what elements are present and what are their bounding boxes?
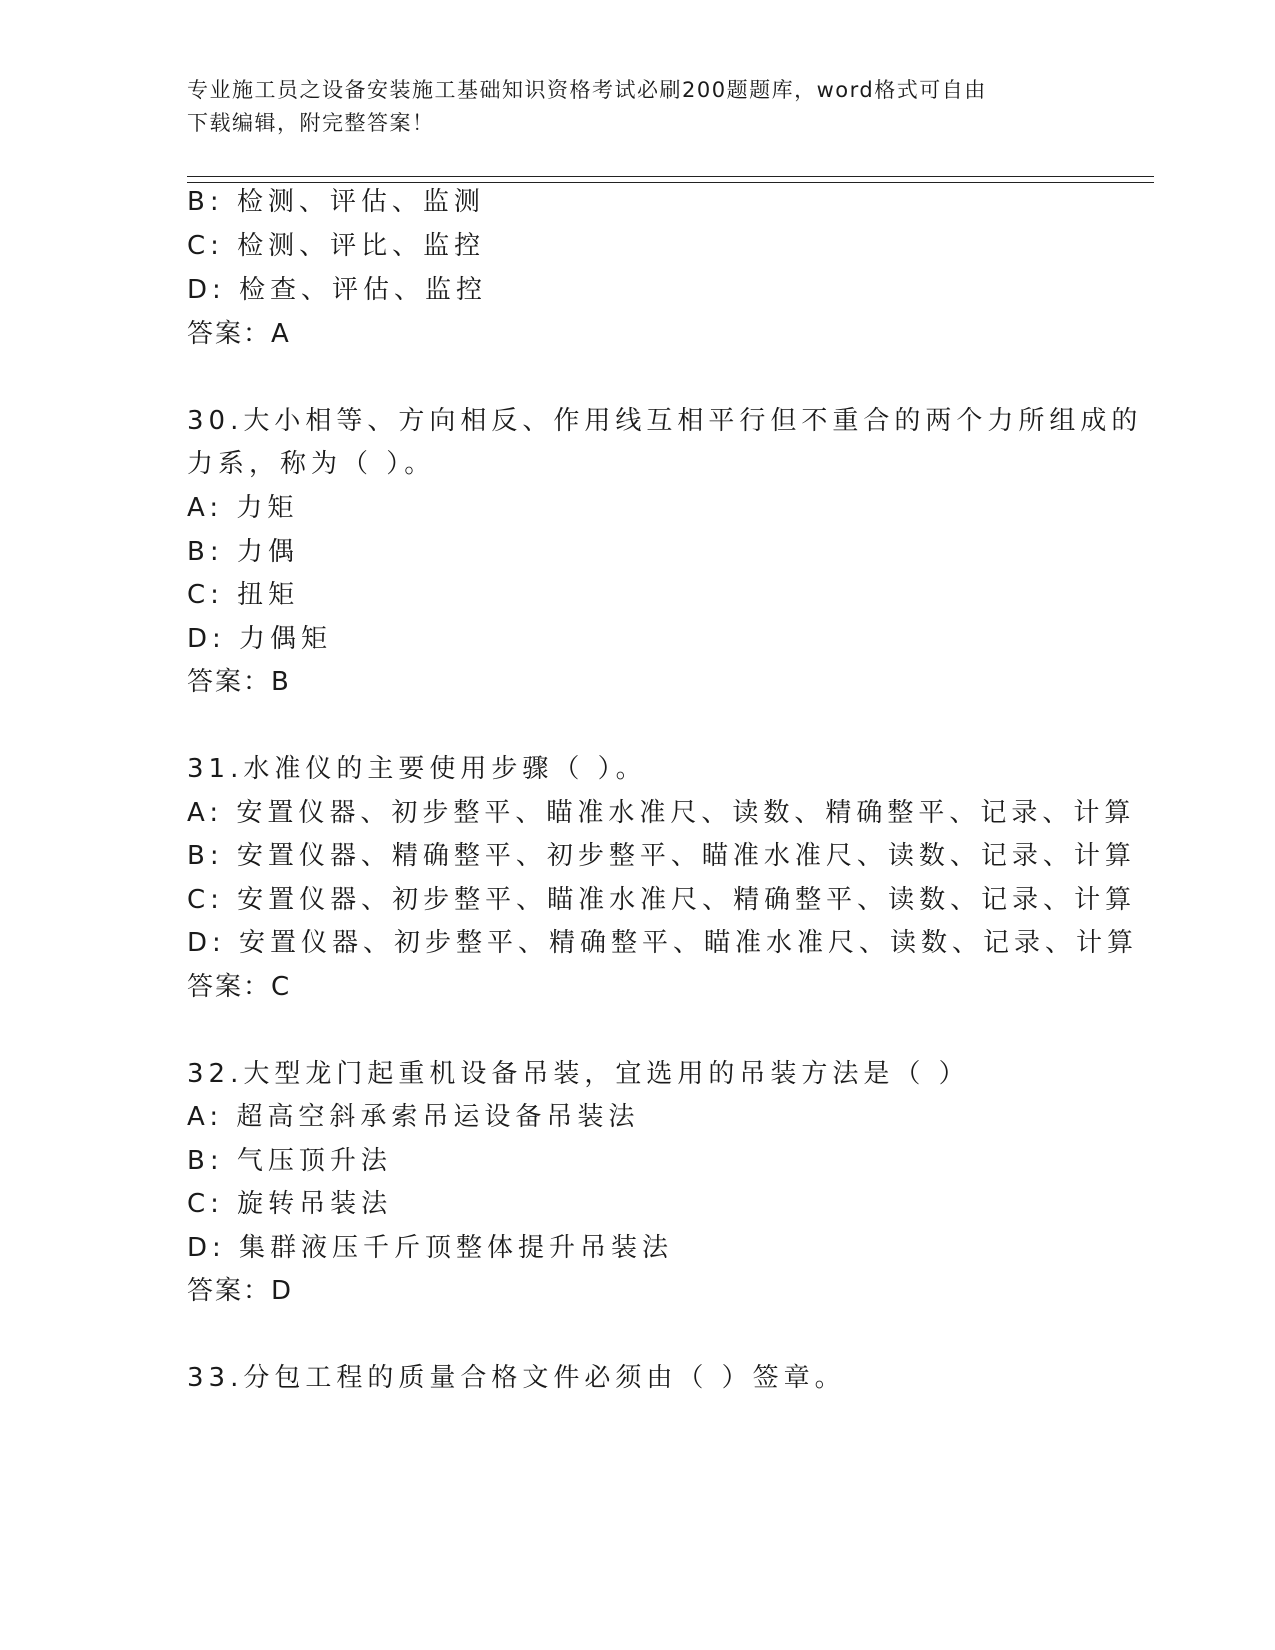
header-line-1: 专业施工员之设备安装施工基础知识资格考试必刷200题题库，word格式可自由 bbox=[187, 78, 987, 102]
q32-option-b: B: 气压顶升法 bbox=[187, 1146, 392, 1176]
q30-option-c: C: 扭矩 bbox=[187, 580, 300, 610]
q30-stem-line-2: 力系，称为（ ）。 bbox=[187, 449, 436, 479]
q31-option-d: D: 安置仪器、初步整平、精确整平、瞄准水准尺、读数、记录、计算 bbox=[187, 928, 1139, 958]
q32-answer: 答案：D bbox=[187, 1276, 294, 1306]
header-line-2: 下载编辑，附完整答案！ bbox=[187, 111, 435, 135]
q32-option-a: A: 超高空斜承索吊运设备吊装法 bbox=[187, 1102, 640, 1132]
q31-option-c: C: 安置仪器、初步整平、瞄准水准尺、精确整平、读数、记录、计算 bbox=[187, 885, 1137, 915]
q29-option-c: C: 检测、评比、监控 bbox=[187, 231, 486, 261]
q30-option-b: B: 力偶 bbox=[187, 537, 299, 567]
q30-option-d: D: 力偶矩 bbox=[187, 624, 333, 654]
q31-stem: 31.水准仪的主要使用步骤（ ）。 bbox=[187, 754, 647, 784]
q30-option-a: A: 力矩 bbox=[187, 493, 299, 523]
q30-answer: 答案：B bbox=[187, 667, 291, 697]
document-header bbox=[187, 74, 1087, 140]
q32-option-d: D: 集群液压千斤顶整体提升吊装法 bbox=[187, 1233, 674, 1263]
q29-option-b: B: 检测、评估、监测 bbox=[187, 187, 485, 217]
q32-option-c: C: 旋转吊装法 bbox=[187, 1189, 393, 1219]
header-divider-bottom bbox=[187, 182, 1154, 183]
q31-option-b: B: 安置仪器、精确整平、初步整平、瞄准水准尺、读数、记录、计算 bbox=[187, 841, 1136, 871]
q33-stem: 33.分包工程的质量合格文件必须由（ ）签章。 bbox=[187, 1363, 846, 1393]
q31-option-a: A: 安置仪器、初步整平、瞄准水准尺、读数、精确整平、记录、计算 bbox=[187, 798, 1136, 828]
q32-stem: 32.大型龙门起重机设备吊装，宜选用的吊装方法是（ ） bbox=[187, 1059, 970, 1089]
header-divider-top bbox=[187, 176, 1154, 177]
q29-option-d: D: 检查、评估、监控 bbox=[187, 275, 488, 305]
q29-answer: 答案：A bbox=[187, 319, 291, 349]
q31-answer: 答案：C bbox=[187, 972, 292, 1002]
q30-stem-line-1: 30.大小相等、方向相反、作用线互相平行但不重合的两个力所组成的 bbox=[187, 406, 1143, 436]
